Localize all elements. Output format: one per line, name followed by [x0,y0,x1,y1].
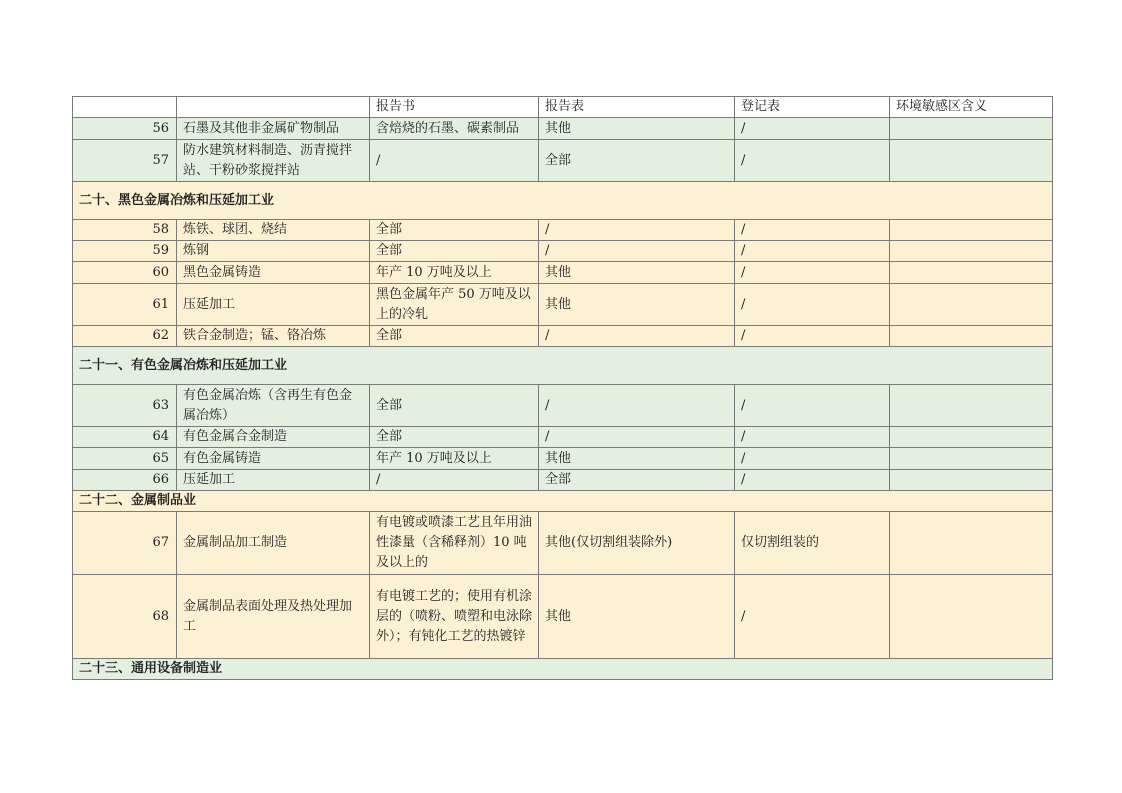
section-header-row [73,491,1053,512]
row-number: 58 [73,220,177,241]
table-row [73,575,1053,659]
industry-name: 有色金属冶炼（含再生有色金属冶炼） [177,385,370,427]
header-registration-form: 登记表 [735,97,890,118]
registration-form-criteria: / [735,284,890,326]
sensitive-area-meaning [890,427,1053,448]
report-book-criteria: 黑色金属年产 50 万吨及以上的冷轧 [370,284,539,326]
registration-form-criteria: / [735,118,890,140]
row-number: 64 [73,427,177,448]
header-report-book: 报告书 [370,97,539,118]
sensitive-area-meaning [890,262,1053,284]
report-form-criteria: 全部 [539,470,735,491]
table-row [73,220,1053,241]
header-cell-empty-2 [177,97,370,118]
row-number: 57 [73,140,177,182]
report-book-criteria: 全部 [370,241,539,262]
report-form-criteria: 其他(仅切割组装除外) [539,512,735,575]
industry-name: 石墨及其他非金属矿物制品 [177,118,370,140]
table-header-row [73,97,1053,118]
report-form-criteria: 其他 [539,448,735,470]
report-form-criteria: 其他 [539,575,735,659]
section-header-row [73,182,1053,220]
registration-form-criteria: / [735,427,890,448]
table-row [73,427,1053,448]
industry-name: 有色金属合金制造 [177,427,370,448]
row-number: 62 [73,326,177,347]
industry-name: 金属制品表面处理及热处理加工 [177,575,370,659]
section-header-row [73,347,1053,385]
sensitive-area-meaning [890,220,1053,241]
industry-name: 有色金属铸造 [177,448,370,470]
table-row [73,262,1053,284]
row-number: 59 [73,241,177,262]
industry-name: 压延加工 [177,284,370,326]
report-form-criteria: / [539,385,735,427]
report-form-criteria: / [539,427,735,448]
row-number: 60 [73,262,177,284]
row-number: 66 [73,470,177,491]
table-row [73,326,1053,347]
header-cell-empty-1 [73,97,177,118]
industry-name: 炼铁、球团、烧结 [177,220,370,241]
table-row [73,118,1053,140]
section-header-row [73,659,1053,680]
registration-form-criteria: / [735,241,890,262]
registration-form-criteria: / [735,385,890,427]
section-title: 二十、黑色金属冶炼和压延加工业 [73,182,1053,220]
report-form-criteria: / [539,220,735,241]
report-book-criteria: 全部 [370,427,539,448]
table-row [73,140,1053,182]
industry-name: 金属制品加工制造 [177,512,370,575]
report-form-criteria: 其他 [539,262,735,284]
table-row [73,470,1053,491]
header-report-form: 报告表 [539,97,735,118]
registration-form-criteria: / [735,470,890,491]
report-book-criteria: / [370,140,539,182]
report-book-criteria: 年产 10 万吨及以上 [370,448,539,470]
sensitive-area-meaning [890,326,1053,347]
sensitive-area-meaning [890,470,1053,491]
report-form-criteria: 全部 [539,140,735,182]
report-book-criteria: 有电镀或喷漆工艺且年用油性漆量（含稀释剂）10 吨及以上的 [370,512,539,575]
industry-name: 铁合金制造；锰、铬冶炼 [177,326,370,347]
report-form-criteria: / [539,241,735,262]
sensitive-area-meaning [890,575,1053,659]
report-book-criteria: 全部 [370,326,539,347]
environmental-assessment-table [72,96,1053,680]
report-book-criteria: / [370,470,539,491]
header-sensitive-area: 环境敏感区含义 [890,97,1053,118]
registration-form-criteria: / [735,140,890,182]
industry-name: 黑色金属铸造 [177,262,370,284]
section-title: 二十二、金属制品业 [73,491,1053,512]
registration-form-criteria: / [735,448,890,470]
row-number: 56 [73,118,177,140]
report-form-criteria: / [539,326,735,347]
registration-form-criteria: / [735,326,890,347]
sensitive-area-meaning [890,385,1053,427]
row-number: 65 [73,448,177,470]
registration-form-criteria: / [735,220,890,241]
sensitive-area-meaning [890,118,1053,140]
report-book-criteria: 含焙烧的石墨、碳素制品 [370,118,539,140]
report-book-criteria: 全部 [370,220,539,241]
report-book-criteria: 有电镀工艺的；使用有机涂层的（喷粉、喷塑和电泳除外）；有钝化工艺的热镀锌 [370,575,539,659]
row-number: 67 [73,512,177,575]
report-book-criteria: 全部 [370,385,539,427]
section-title: 二十三、通用设备制造业 [73,659,1053,680]
industry-name: 防水建筑材料制造、沥青搅拌站、干粉砂浆搅拌站 [177,140,370,182]
report-book-criteria: 年产 10 万吨及以上 [370,262,539,284]
report-form-criteria: 其他 [539,118,735,140]
industry-name: 炼钢 [177,241,370,262]
sensitive-area-meaning [890,448,1053,470]
sensitive-area-meaning [890,241,1053,262]
row-number: 63 [73,385,177,427]
sensitive-area-meaning [890,284,1053,326]
section-title: 二十一、有色金属冶炼和压延加工业 [73,347,1053,385]
industry-name: 压延加工 [177,470,370,491]
registration-form-criteria: / [735,575,890,659]
table-row [73,512,1053,575]
table-row [73,284,1053,326]
table-row [73,241,1053,262]
sensitive-area-meaning [890,512,1053,575]
report-form-criteria: 其他 [539,284,735,326]
registration-form-criteria: / [735,262,890,284]
sensitive-area-meaning [890,140,1053,182]
row-number: 61 [73,284,177,326]
registration-form-criteria: 仅切割组装的 [735,512,890,575]
table-row [73,385,1053,427]
table-row [73,448,1053,470]
row-number: 68 [73,575,177,659]
